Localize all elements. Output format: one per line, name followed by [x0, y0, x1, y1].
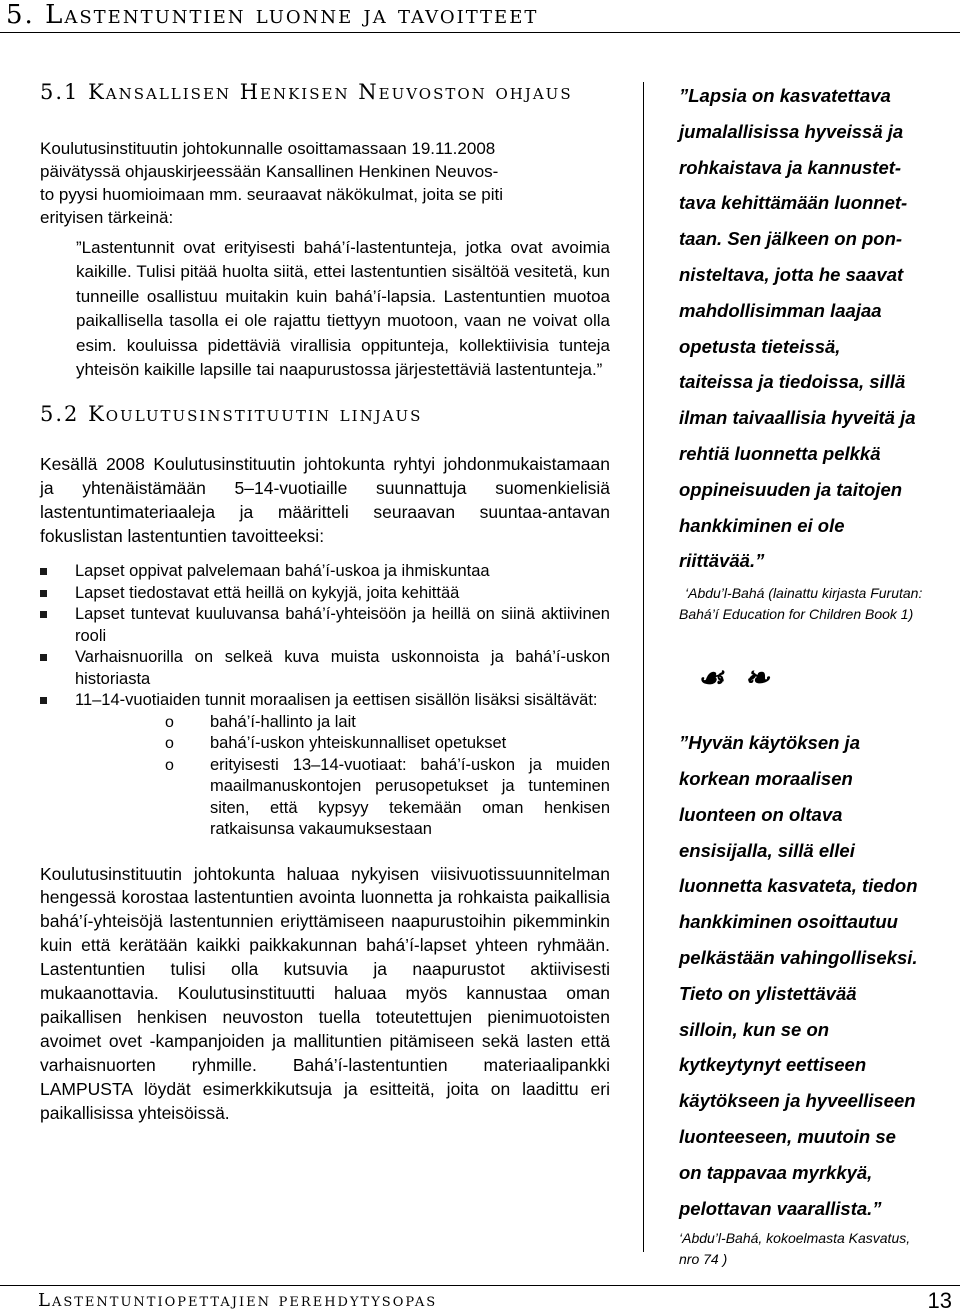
list-item	[40, 647, 610, 690]
column-divider	[643, 82, 644, 1252]
sidebar	[679, 78, 951, 1270]
sub-list-item-text: bahá’í-uskon yhteiskunnalliset opetukset	[210, 734, 507, 753]
sidebar-attribution: ‘Abdu’l-Bahá (lainattu kirjasta Furutan:	[685, 585, 923, 602]
intro-line: Koulutusinstituutin johtokunnalle osoittamassaan 19.11.2008	[40, 139, 496, 158]
section-5-2-closing-paragraph: Koulutusinstituutin johtokunta haluaa nykyisen viisivuotissuunnitelman hengessä korostaa lastentuntien avointa luonnetta ja rohkaista paikallisia bahá’í-yhteisöjä lastentunnien eriyttämiseen naapurustoihin pikemminkin kuin että kerätään kaikki paikkakunnan bahá’í-lapset yhteen ryhmään. Lastentuntien tulisi olla kutsuvia ja naapurustot aktiivisesti mukaanottavia. Koulutusinstituutti haluaa myös kannustaa oman paikallisen henkisen neuvoston tuella toteutettujen pienimuotoisten avoimet ovet -kampanjoiden ja mallituntien pitämiseen sekä lasten että varhaisnuorten ryhmille. Bahá’í-lastentuntien materiaalipankki LAMPUSTA löydät esimerkkikutsuja ja esitteitä, joita on laadittu eri paikallisissa yhteisöissä.	[40, 863, 610, 1123]
sidebar-quote-line: pelkästään vahingolliseksi.	[679, 946, 918, 968]
sidebar-quote-line: kytkeytynyt eettiseen	[679, 1054, 867, 1076]
list-item	[40, 561, 610, 583]
sidebar-attribution: nro 74 )	[679, 1251, 728, 1268]
sidebar-quote-line: rohkaistava ja kannustet-	[679, 156, 902, 178]
square-bullet-icon	[40, 568, 47, 575]
sidebar-quote-line: rehtiä luonnetta pelkkä	[679, 442, 881, 464]
sub-list-item	[75, 755, 610, 841]
list-item	[40, 583, 610, 605]
sidebar-quote-line: hankkiminen ei ole	[679, 514, 845, 536]
sub-list	[75, 712, 610, 841]
circle-bullet-icon: o	[165, 756, 174, 774]
circle-bullet-icon: o	[165, 713, 174, 731]
sidebar-quote-line: opetusta tieteissä,	[679, 335, 841, 357]
list-item	[40, 604, 610, 647]
sidebar-quote-line: taan. Sen jälkeen on pon-	[679, 228, 903, 250]
intro-line: erityisen tärkeinä:	[40, 208, 174, 227]
sidebar-quote-line: riittävää.”	[679, 550, 765, 572]
square-bullet-icon	[40, 611, 47, 618]
goals-list	[40, 561, 610, 841]
footer-divider	[0, 1285, 960, 1286]
title-divider	[0, 32, 960, 33]
sub-list-item	[75, 733, 610, 755]
sidebar-quote-line: luonnetta kasvateta, tiedon	[679, 875, 918, 897]
sidebar-quote-line: mahdollisimman laajaa	[679, 299, 882, 321]
sidebar-quote-line: käytökseen ja hyveelliseen	[679, 1090, 916, 1112]
sidebar-quote-line: ”Hyvän käytöksen ja	[679, 732, 860, 754]
sidebar-quote-line: on tappavaa myrkkyä,	[679, 1161, 873, 1183]
page-title: 5. Lastentuntien luonne ja tavoitteet	[6, 0, 539, 30]
footer-title: Lastentuntiopettajien perehdytysopas	[38, 1290, 438, 1311]
list-item	[40, 690, 610, 841]
sidebar-quote-line: jumalallisissa hyveissä ja	[679, 120, 904, 142]
intro-line: to pyysi huomioimaan mm. seuraavat näkökulmat, joita se piti	[40, 185, 503, 204]
council-quote: ”Lastentunnit ovat erityisesti bahá’í-lastentunteja, jotka ovat avoimia kaikille. Tulisi pitää huolta siitä, ettei lastentuntien sisältöä vesitetä, kun tunneille osallistuu muitakin kuin bahá’í-lapsia. Lastentuntien muotoa paikallisella tasolla ei ole rajattu tiettyyn muotoon, vaan ne voivat olla esim. kouluissa pidettäviä virallisia oppitunteja, kollektiivisia tunteja yhteisön kaikille lapsille tai naapurustossa järjestettäviä lastentunteja.”	[76, 238, 610, 380]
section-5-1-intro	[40, 137, 610, 229]
sidebar-quote-line: taiteissa ja tiedoissa, sillä	[679, 371, 906, 393]
sidebar-quote-line: Tieto on ylistettävää	[679, 982, 857, 1004]
circle-bullet-icon: o	[165, 735, 174, 753]
list-item-text: Lapset tuntevat kuuluvansa bahá’í-yhteisöön ja heillä on siinä aktiivinen rooli	[75, 605, 610, 645]
section-heading-5-1: 5.1 Kansallisen Henkisen Neuvoston ohjaus	[40, 80, 573, 104]
main-column	[40, 80, 610, 1126]
sidebar-quote-line: oppineisuuden ja taitojen	[679, 478, 903, 500]
sidebar-quote-line: tava kehittämään luonnet-	[679, 192, 908, 214]
square-bullet-icon	[40, 590, 47, 597]
sidebar-quote-line: pelottavan vaarallista.”	[679, 1197, 882, 1219]
list-item-text: 11–14-vuotiaiden tunnit moraalisen ja eettisen sisällön lisäksi sisältävät:	[75, 691, 598, 710]
intro-line: päivätyssä ohjauskirjeessään Kansallinen Henkinen Neuvos-	[40, 162, 499, 181]
sidebar-quote-line: nisteltava, jotta he saavat	[679, 263, 904, 285]
section-5-2-paragraph: Kesällä 2008 Koulutusinstituutin johtokunta ryhtyi johdonmukaistamaan ja yhtenäistämään 5–14-vuotiaille suunnattuja suomenkielisiä lastentuntimateriaaleja ja määritteli seuraavan suuntaa-antavan fokuslistan lastentuntien tavoitteeksi:	[40, 454, 610, 547]
list-item-text: Lapset tiedostavat että heillä on kykyjä, joita kehittää	[75, 583, 460, 602]
sub-list-item-text: erityisesti 13–14-vuotiaat: bahá’í-uskon ja muiden maailmanuskontojen perusopetukset ja tunteminen siten, että kypsyy tekemään oman henkisen ratkaisunsa vakaumuksestaan	[210, 755, 610, 839]
section-heading-5-2: 5.2 Koulutusinstituutin linjaus	[40, 402, 423, 427]
page-number: 13	[927, 1288, 952, 1313]
sidebar-attribution: ‘Abdu’l-Bahá, kokoelmasta Kasvatus,	[679, 1230, 911, 1247]
sub-list-item-text: bahá’í-hallinto ja lait	[210, 712, 356, 731]
square-bullet-icon	[40, 654, 47, 661]
sub-list-item	[75, 712, 610, 734]
floral-ornament-icon: ☙ ❧	[697, 662, 776, 696]
sidebar-quote-line: silloin, kun se on	[679, 1018, 830, 1040]
sidebar-quote-line: luonteen on oltava	[679, 803, 843, 825]
sidebar-quote-line: ilman taivaallisia hyveitä ja	[679, 407, 916, 429]
sidebar-quote-line: korkean moraalisen	[679, 767, 853, 789]
list-item-text: Lapset oppivat palvelemaan bahá’í-uskoa ja ihmiskuntaa	[75, 562, 490, 581]
sidebar-quote-line: luonteeseen, muutoin se	[679, 1125, 896, 1147]
sidebar-attribution: Bahá’í Education for Children Book 1)	[679, 606, 914, 623]
sidebar-quote-line: ”Lapsia on kasvatettava	[679, 85, 891, 106]
sidebar-quote-line: ensisijalla, sillä ellei	[679, 839, 855, 861]
square-bullet-icon	[40, 697, 47, 704]
sidebar-quote-line: hankkiminen osoittautuu	[679, 911, 898, 933]
list-item-text: Varhaisnuorilla on selkeä kuva muista uskonnoista ja bahá’í-uskon historiasta	[75, 648, 610, 688]
